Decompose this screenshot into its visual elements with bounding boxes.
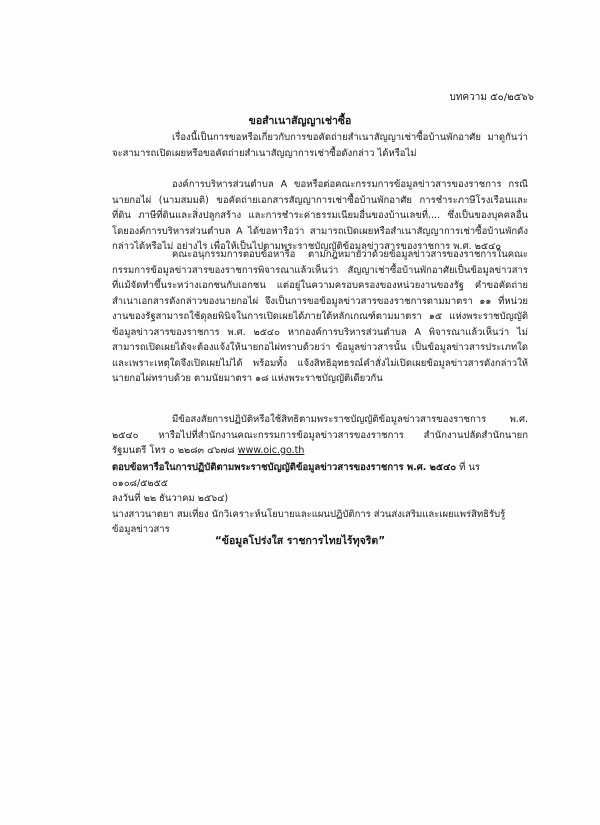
answer-reference [112, 460, 528, 538]
article-reference: บทความ ๕๐/๒๕๖๖ [449, 92, 534, 103]
document-title: ขอสำเนาสัญญาเช่าซื้อ [248, 115, 352, 127]
slogan: “ข้อมูลโปร่งใส ราชการไทยไร้ทุจริต” [214, 535, 386, 547]
answer-reference-date: ลงวันที่ ๒๒ ธันวาคม ๒๕๖๔) [112, 493, 229, 504]
contact-text: มีข้อสงสัยการปฏิบัติหรือใช้สิทธิตามพระราชบัญญัติข้อมูลข่าวสารของราชการ พ.ศ. ๒๕๔๐ หารือไปที่สำนักงานคณะกรรมการข้อมูลข่าวสารของราชการ สำนักงานปลัดสำนักนายกรัฐมนตรี โทร ๐ ๒๒๘๓ ๔๖๗๘ [112, 414, 528, 456]
answer-paragraph: คณะอนุกรรมการตอบข้อหารือ ตามกฎหมายว่าด้วยข้อมูลข่าวสารของราชการในคณะกรรมการข้อมูลข่าวสารของราชการพิจารณาแล้วเห็นว่า สัญญาเช่าซื้อบ้านพักอาศัยเป็นข้อมูลข่าวสารที่แม้จัดทำขึ้นระหว่างเอกชนกับเอกชน แต่อยู่ในความครอบครองของหน่วยงานของรัฐ คำขอคัดถ่ายสำเนาเอกสารดังกล่าวของนายกอไผ่ จึงเป็นการขอข้อมูลข่าวสารของราชการตามมาตรา ๑๑ ที่หน่วยงานของรัฐสามารถใช้ดุลยพินิจในการเปิดเผยได้ภายใต้หลักเกณฑ์ตามมาตรา ๑๕ แห่งพระราชบัญญัติข้อมูลข่าวสารของราชการ พ.ศ. ๒๕๔๐ หากองค์การบริหารส่วนตำบล A พิจารณาแล้วเห็นว่า ไม่สามารถเปิดเผยได้จะต้องแจ้งให้นายกอไผ่ทราบด้วยว่า ข้อมูลข่าวสารนั้น เป็นข้อมูลข่าวสารประเภทใด และเพราะเหตุใดจึงเปิดเผยไม่ได้ พร้อมทั้ง แจ้งสิทธิอุทธรณ์คำสั่งไม่เปิดเผยข้อมูลข่าวสารดังกล่าวให้นายกอไผ่ทราบด้วย ตามนัยมาตรา ๑๘ แห่งพระราชบัญญัติเดียวกัน [112, 249, 528, 384]
answer-reference-number: ที่ นร ๐๑๐๘/๕๒๕๕ [112, 462, 481, 489]
contact-paragraph [112, 412, 528, 459]
website-link[interactable]: www.oic.go.th [237, 445, 305, 456]
question-paragraph: องค์การบริหารส่วนตำบล A ขอหรือต่อคณะกรรมการข้อมูลข่าวสารของราชการ กรณีนายกอไผ่ (นามสมมติ) ขอคัดถ่ายเอกสารสัญญาการเช่าซื้อบ้านพักอาศัย การชำระภาษีโรงเรือนและที่ดิน ภาษีที่ดินและสิ่งปลูกสร้าง และการชำระค่าธรรมเนียมอื่นของบ้านเลขที่.... ซึ่งเป็นของบุคคลอื่น โดยองค์การบริหารส่วนตำบล A ได้ขอหารือว่า สามารถเปิดเผยหรือสำเนาสัญญาการเช่าซื้อบ้านพักดังกล่าวได้หรือไม่ อย่างไร เพื่อให้เป็นไปตามพระราชบัญญัติข้อมูลข่าวสารของราชการ พ.ศ. ๒๕๔๐ [112, 179, 528, 252]
author-line: นางสาวนาตยา สมเที่ยง นักวิเคราะห์นโยบายและแผนปฏิบัติการ ส่วนส่งเสริมและเผยแพร่สิทธิรับรู้ข้อมูลข่าวสาร [112, 508, 506, 535]
intro-paragraph: เรื่องนี้เป็นการขอหรือเกี่ยวกับการขอคัดถ่ายสำเนาสัญญาเช่าซื้อบ้านพักอาศัย มาดูกันว่าจะสามารถเปิดเผยหรือขอคัดถ่ายสำเนาสัญญาการเช่าซื้อดังกล่าว ได้หรือไม่ [112, 132, 528, 159]
answer-reference-title: ตอบข้อหารือในการปฏิบัติตามพระราชบัญญัติข้อมูลข่าวสารของราชการ พ.ศ. ๒๕๔๐ [112, 462, 457, 473]
